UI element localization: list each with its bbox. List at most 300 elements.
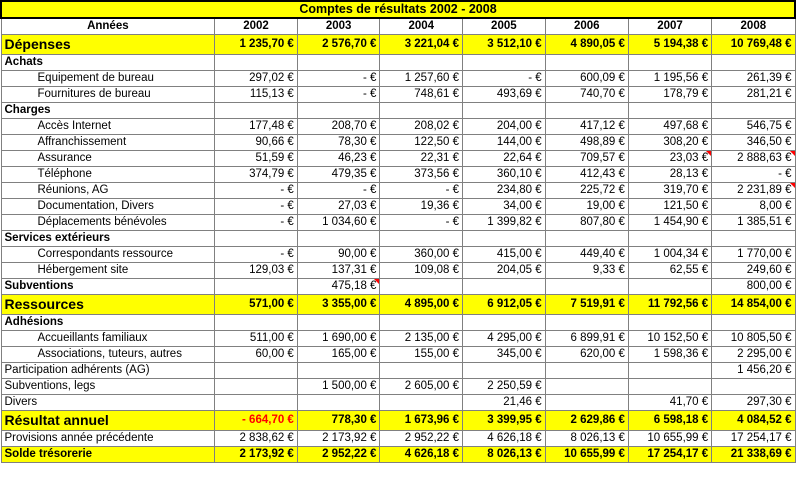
cell-value: 204,05 €	[496, 264, 542, 276]
value-cell[interactable]	[380, 363, 463, 379]
table-row	[1, 363, 795, 379]
value-cell[interactable]	[628, 247, 711, 263]
table-row	[1, 279, 795, 295]
row-label[interactable]: Services extérieurs	[1, 231, 215, 247]
value-cell[interactable]	[628, 199, 711, 215]
value-cell[interactable]	[545, 379, 628, 395]
value-cell[interactable]	[545, 431, 628, 447]
value-cell[interactable]	[297, 363, 380, 379]
cell-value: 308,20 €	[663, 136, 709, 148]
year-header[interactable]: 2007	[628, 18, 711, 35]
value-cell[interactable]	[297, 347, 380, 363]
value-cell[interactable]	[215, 279, 298, 295]
cell-value: 360,10 €	[496, 168, 542, 180]
value-cell[interactable]	[380, 379, 463, 395]
table-row	[1, 135, 795, 151]
value-cell[interactable]	[545, 55, 628, 71]
cell-value: 177,48 €	[249, 120, 294, 132]
value-cell[interactable]	[297, 215, 380, 231]
year-header[interactable]: 2008	[712, 18, 795, 35]
value-cell[interactable]	[545, 119, 628, 135]
cell-value: 5 194,38 €	[653, 38, 709, 50]
cell-value: 208,70 €	[331, 120, 377, 132]
value-cell[interactable]	[297, 315, 380, 331]
row-label[interactable]: Déplacements bénévoles	[1, 215, 215, 231]
cell-value: 10 805,50 €	[730, 332, 792, 344]
comment-indicator-icon[interactable]	[790, 151, 795, 156]
cell-value: 9,33 €	[592, 264, 625, 276]
value-cell[interactable]	[297, 55, 380, 71]
cell-value: 14 854,00 €	[730, 298, 792, 310]
value-cell[interactable]	[380, 347, 463, 363]
value-cell[interactable]	[545, 183, 628, 199]
cell-value: 78,30 €	[338, 136, 377, 148]
value-cell[interactable]	[463, 231, 546, 247]
header-label[interactable]: Années	[1, 18, 215, 35]
value-cell[interactable]	[297, 35, 380, 55]
cell-value: 346,50 €	[746, 136, 792, 148]
value-cell[interactable]	[380, 119, 463, 135]
value-cell[interactable]	[463, 151, 546, 167]
value-cell[interactable]	[712, 119, 795, 135]
row-label[interactable]: Provisions année précédente	[1, 431, 215, 447]
cell-value: 4 626,18 €	[404, 448, 460, 460]
value-cell[interactable]	[215, 431, 298, 447]
value-cell[interactable]	[628, 71, 711, 87]
value-cell[interactable]	[215, 183, 298, 199]
comment-indicator-icon[interactable]	[706, 151, 711, 156]
value-cell[interactable]	[712, 183, 795, 199]
value-cell[interactable]	[545, 35, 628, 55]
value-cell[interactable]	[297, 167, 380, 183]
value-cell[interactable]	[215, 331, 298, 347]
value-cell[interactable]	[712, 315, 795, 331]
value-cell[interactable]	[712, 103, 795, 119]
value-cell[interactable]	[545, 447, 628, 463]
year-header[interactable]: 2006	[545, 18, 628, 35]
cell-value: 2 952,22 €	[404, 432, 460, 444]
cell-value: - €	[280, 184, 294, 196]
cell-value: 412,43 €	[580, 168, 625, 180]
value-cell[interactable]	[297, 71, 380, 87]
value-cell[interactable]	[712, 71, 795, 87]
row-label[interactable]: Participation adhérents (AG)	[1, 363, 215, 379]
value-cell[interactable]	[297, 231, 380, 247]
cell-value: 571,00 €	[249, 298, 294, 310]
cell-value: 204,00 €	[496, 120, 542, 132]
cell-value: 807,80 €	[580, 216, 625, 228]
value-cell[interactable]	[545, 135, 628, 151]
value-cell[interactable]	[463, 279, 546, 295]
value-cell[interactable]	[297, 447, 380, 463]
cell-value: 17 254,17 €	[647, 448, 709, 460]
cell-value: 129,03 €	[249, 264, 294, 276]
value-cell[interactable]	[297, 411, 380, 431]
value-cell[interactable]	[628, 151, 711, 167]
value-cell[interactable]	[297, 247, 380, 263]
cell-value: 2 952,22 €	[322, 448, 377, 460]
row-label[interactable]: Subventions, legs	[1, 379, 215, 395]
value-cell[interactable]	[463, 411, 546, 431]
table-row	[1, 71, 795, 87]
value-cell[interactable]	[628, 347, 711, 363]
value-cell[interactable]	[712, 35, 795, 55]
value-cell[interactable]	[380, 55, 463, 71]
value-cell[interactable]	[545, 411, 628, 431]
value-cell[interactable]	[215, 103, 298, 119]
value-cell[interactable]	[628, 395, 711, 411]
value-cell[interactable]	[712, 87, 795, 103]
value-cell[interactable]	[712, 135, 795, 151]
row-label[interactable]: Réunions, AG	[1, 183, 215, 199]
value-cell[interactable]	[380, 183, 463, 199]
row-label[interactable]: Assurance	[1, 151, 215, 167]
value-cell[interactable]	[463, 119, 546, 135]
cell-value: 546,75 €	[746, 120, 792, 132]
value-cell[interactable]	[463, 363, 546, 379]
value-cell[interactable]	[628, 35, 711, 55]
value-cell[interactable]	[463, 263, 546, 279]
table-row	[1, 247, 795, 263]
value-cell[interactable]	[215, 247, 298, 263]
value-cell[interactable]	[545, 231, 628, 247]
cell-value: 10 655,99 €	[564, 448, 625, 460]
value-cell[interactable]	[215, 215, 298, 231]
cell-value: 51,59 €	[255, 152, 294, 164]
row-label[interactable]: Achats	[1, 55, 215, 71]
value-cell[interactable]	[297, 103, 380, 119]
row-label[interactable]: Solde trésorerie	[1, 447, 215, 463]
value-cell[interactable]	[628, 183, 711, 199]
row-label[interactable]: Accès Internet	[1, 119, 215, 135]
cell-value: 319,70 €	[663, 184, 709, 196]
value-cell[interactable]	[463, 135, 546, 151]
cell-value: 709,57 €	[580, 152, 625, 164]
value-cell[interactable]	[297, 87, 380, 103]
cell-value: 155,00 €	[414, 348, 460, 360]
cell-value: 1 195,56 €	[653, 72, 709, 84]
cell-value: 297,02 €	[249, 72, 294, 84]
cell-value: 360,00 €	[414, 248, 460, 260]
value-cell[interactable]	[712, 151, 795, 167]
value-cell[interactable]	[463, 199, 546, 215]
value-cell[interactable]	[628, 103, 711, 119]
cell-value: 2 629,86 €	[570, 414, 625, 426]
value-cell[interactable]	[712, 431, 795, 447]
cell-value: 2 135,00 €	[404, 332, 460, 344]
value-cell[interactable]	[628, 263, 711, 279]
value-cell[interactable]	[628, 119, 711, 135]
value-cell[interactable]	[463, 167, 546, 183]
row-label[interactable]: Divers	[1, 395, 215, 411]
value-cell[interactable]	[545, 279, 628, 295]
row-label[interactable]: Ressources	[1, 295, 215, 315]
cell-value: 225,72 €	[580, 184, 625, 196]
cell-value: 4 084,52 €	[737, 414, 792, 426]
value-cell[interactable]	[712, 215, 795, 231]
value-cell[interactable]	[215, 231, 298, 247]
value-cell[interactable]	[628, 87, 711, 103]
value-cell[interactable]	[380, 279, 463, 295]
value-cell[interactable]	[545, 71, 628, 87]
value-cell[interactable]	[380, 35, 463, 55]
table-row	[1, 103, 795, 119]
value-cell[interactable]	[545, 395, 628, 411]
row-label[interactable]: Affranchissement	[1, 135, 215, 151]
cell-value: 475,18 €	[331, 280, 377, 292]
cell-value: 8 026,13 €	[570, 432, 625, 444]
row-label[interactable]: Charges	[1, 103, 215, 119]
value-cell[interactable]	[628, 295, 711, 315]
value-cell[interactable]	[712, 395, 795, 411]
value-cell[interactable]	[297, 279, 380, 295]
value-cell[interactable]	[380, 331, 463, 347]
year-header[interactable]: 2004	[380, 18, 463, 35]
value-cell[interactable]	[628, 363, 711, 379]
cell-value: 2 888,63 €	[737, 152, 792, 164]
comment-indicator-icon[interactable]	[374, 279, 379, 284]
value-cell[interactable]	[297, 263, 380, 279]
value-cell[interactable]	[463, 379, 546, 395]
value-cell[interactable]	[380, 431, 463, 447]
table-row	[1, 87, 795, 103]
value-cell[interactable]	[215, 135, 298, 151]
cell-value: 2 231,89 €	[737, 184, 792, 196]
value-cell[interactable]	[712, 347, 795, 363]
value-cell[interactable]	[545, 363, 628, 379]
value-cell[interactable]	[545, 315, 628, 331]
value-cell[interactable]	[463, 35, 546, 55]
value-cell[interactable]	[463, 103, 546, 119]
value-cell[interactable]	[712, 231, 795, 247]
value-cell[interactable]	[628, 447, 711, 463]
table-title[interactable]: Comptes de résultats 2002 - 2008	[1, 1, 795, 18]
value-cell[interactable]	[712, 447, 795, 463]
value-cell[interactable]	[215, 347, 298, 363]
value-cell[interactable]	[712, 167, 795, 183]
value-cell[interactable]	[545, 199, 628, 215]
cell-value: 2 605,00 €	[404, 380, 460, 392]
cell-value: 4 895,00 €	[404, 298, 460, 310]
value-cell[interactable]	[545, 103, 628, 119]
value-cell[interactable]	[463, 431, 546, 447]
cell-value: 600,09 €	[580, 72, 625, 84]
value-cell[interactable]	[463, 247, 546, 263]
value-cell[interactable]	[712, 247, 795, 263]
value-cell[interactable]	[380, 103, 463, 119]
value-cell[interactable]	[628, 231, 711, 247]
cell-value: 1 385,51 €	[737, 216, 792, 228]
value-cell[interactable]	[712, 263, 795, 279]
value-cell[interactable]	[463, 447, 546, 463]
cell-value: - 664,70 €	[242, 414, 294, 426]
cell-value: 1 500,00 €	[322, 380, 377, 392]
cell-value: - €	[778, 168, 792, 180]
row-label[interactable]: Subventions	[1, 279, 215, 295]
cell-value: 46,23 €	[338, 152, 377, 164]
cell-value: 62,55 €	[669, 264, 709, 276]
cell-value: 10 655,99 €	[647, 432, 709, 444]
value-cell[interactable]	[628, 135, 711, 151]
cell-value: 6 912,05 €	[487, 298, 542, 310]
table-row	[1, 315, 795, 331]
value-cell[interactable]	[463, 87, 546, 103]
row-label[interactable]: Documentation, Divers	[1, 199, 215, 215]
table-row	[1, 263, 795, 279]
value-cell[interactable]	[463, 347, 546, 363]
value-cell[interactable]	[215, 167, 298, 183]
row-label[interactable]: Equipement de bureau	[1, 71, 215, 87]
value-cell[interactable]	[545, 151, 628, 167]
cell-value: 121,50 €	[663, 200, 709, 212]
value-cell[interactable]	[380, 411, 463, 431]
cell-value: - €	[363, 88, 377, 100]
cell-value: 19,00 €	[586, 200, 625, 212]
value-cell[interactable]	[463, 295, 546, 315]
value-cell[interactable]	[463, 331, 546, 347]
value-cell[interactable]	[545, 87, 628, 103]
cell-value: 1 257,60 €	[404, 72, 460, 84]
value-cell[interactable]	[215, 379, 298, 395]
row-label[interactable]: Résultat annuel	[1, 411, 215, 431]
value-cell[interactable]	[628, 279, 711, 295]
value-cell[interactable]	[297, 151, 380, 167]
value-cell[interactable]	[380, 167, 463, 183]
value-cell[interactable]	[215, 87, 298, 103]
value-cell[interactable]	[545, 347, 628, 363]
value-cell[interactable]	[463, 315, 546, 331]
value-cell[interactable]	[545, 331, 628, 347]
value-cell[interactable]	[297, 183, 380, 199]
value-cell[interactable]	[463, 183, 546, 199]
value-cell[interactable]	[215, 447, 298, 463]
year-header[interactable]: 2002	[215, 18, 298, 35]
value-cell[interactable]	[712, 295, 795, 315]
value-cell[interactable]	[545, 263, 628, 279]
value-cell[interactable]	[712, 379, 795, 395]
cell-value: 10 769,48 €	[730, 38, 792, 50]
value-cell[interactable]	[215, 199, 298, 215]
year-header[interactable]: 2005	[463, 18, 546, 35]
value-cell[interactable]	[463, 395, 546, 411]
value-cell[interactable]	[628, 411, 711, 431]
cell-value: 493,69 €	[496, 88, 542, 100]
value-cell[interactable]	[380, 315, 463, 331]
value-cell[interactable]	[215, 295, 298, 315]
value-cell[interactable]	[628, 331, 711, 347]
value-cell[interactable]	[215, 263, 298, 279]
value-cell[interactable]	[628, 431, 711, 447]
value-cell[interactable]	[297, 431, 380, 447]
value-cell[interactable]	[380, 295, 463, 315]
value-cell[interactable]	[463, 71, 546, 87]
value-cell[interactable]	[380, 215, 463, 231]
value-cell[interactable]	[712, 411, 795, 431]
row-label[interactable]: Hébergement site	[1, 263, 215, 279]
value-cell[interactable]	[380, 447, 463, 463]
cell-value: 8 026,13 €	[487, 448, 542, 460]
value-cell[interactable]	[215, 411, 298, 431]
cell-value: 345,00 €	[496, 348, 542, 360]
value-cell[interactable]	[215, 119, 298, 135]
value-cell[interactable]	[215, 395, 298, 411]
value-cell[interactable]	[712, 363, 795, 379]
cell-value: 208,02 €	[414, 120, 460, 132]
value-cell[interactable]	[215, 315, 298, 331]
value-cell[interactable]	[297, 295, 380, 315]
row-label[interactable]: Correspondants ressource	[1, 247, 215, 263]
value-cell[interactable]	[380, 263, 463, 279]
table-row	[1, 447, 795, 463]
value-cell[interactable]	[712, 279, 795, 295]
row-label[interactable]: Adhésions	[1, 315, 215, 331]
value-cell[interactable]	[712, 199, 795, 215]
value-cell[interactable]	[463, 55, 546, 71]
value-cell[interactable]	[297, 135, 380, 151]
value-cell[interactable]	[297, 199, 380, 215]
value-cell[interactable]	[380, 199, 463, 215]
value-cell[interactable]	[628, 167, 711, 183]
value-cell[interactable]	[215, 363, 298, 379]
table-row	[1, 55, 795, 71]
row-label[interactable]: Téléphone	[1, 167, 215, 183]
value-cell[interactable]	[712, 55, 795, 71]
value-cell[interactable]	[463, 215, 546, 231]
cell-value: 11 792,56 €	[648, 298, 709, 310]
cell-value: - €	[280, 248, 294, 260]
value-cell[interactable]	[628, 215, 711, 231]
value-cell[interactable]	[712, 331, 795, 347]
value-cell[interactable]	[628, 315, 711, 331]
value-cell[interactable]	[545, 215, 628, 231]
value-cell[interactable]	[628, 55, 711, 71]
value-cell[interactable]	[545, 167, 628, 183]
value-cell[interactable]	[545, 247, 628, 263]
value-cell[interactable]	[380, 247, 463, 263]
cell-value: 497,68 €	[663, 120, 709, 132]
value-cell[interactable]	[215, 55, 298, 71]
row-label[interactable]: Fournitures de bureau	[1, 87, 215, 103]
value-cell[interactable]	[380, 87, 463, 103]
value-cell[interactable]	[628, 379, 711, 395]
value-cell[interactable]	[215, 35, 298, 55]
row-label[interactable]: Accueillants familiaux	[1, 331, 215, 347]
cell-value: 449,40 €	[580, 248, 625, 260]
value-cell[interactable]	[380, 71, 463, 87]
value-cell[interactable]	[297, 379, 380, 395]
year-header[interactable]: 2003	[297, 18, 380, 35]
row-label[interactable]: Associations, tuteurs, autres	[1, 347, 215, 363]
cell-value: 21 338,69 €	[730, 448, 792, 460]
cell-value: 2 838,62 €	[239, 432, 294, 444]
value-cell[interactable]	[215, 71, 298, 87]
row-label[interactable]: Dépenses	[1, 35, 215, 55]
table-row	[1, 199, 795, 215]
value-cell[interactable]	[215, 151, 298, 167]
value-cell[interactable]	[545, 295, 628, 315]
value-cell[interactable]	[380, 151, 463, 167]
value-cell[interactable]	[297, 119, 380, 135]
table-row	[1, 215, 795, 231]
cell-value: 19,36 €	[420, 200, 460, 212]
value-cell[interactable]	[297, 331, 380, 347]
comment-indicator-icon[interactable]	[790, 183, 795, 188]
value-cell[interactable]	[380, 231, 463, 247]
value-cell[interactable]	[297, 395, 380, 411]
value-cell[interactable]	[380, 135, 463, 151]
value-cell[interactable]	[380, 395, 463, 411]
cell-value: 498,89 €	[580, 136, 625, 148]
